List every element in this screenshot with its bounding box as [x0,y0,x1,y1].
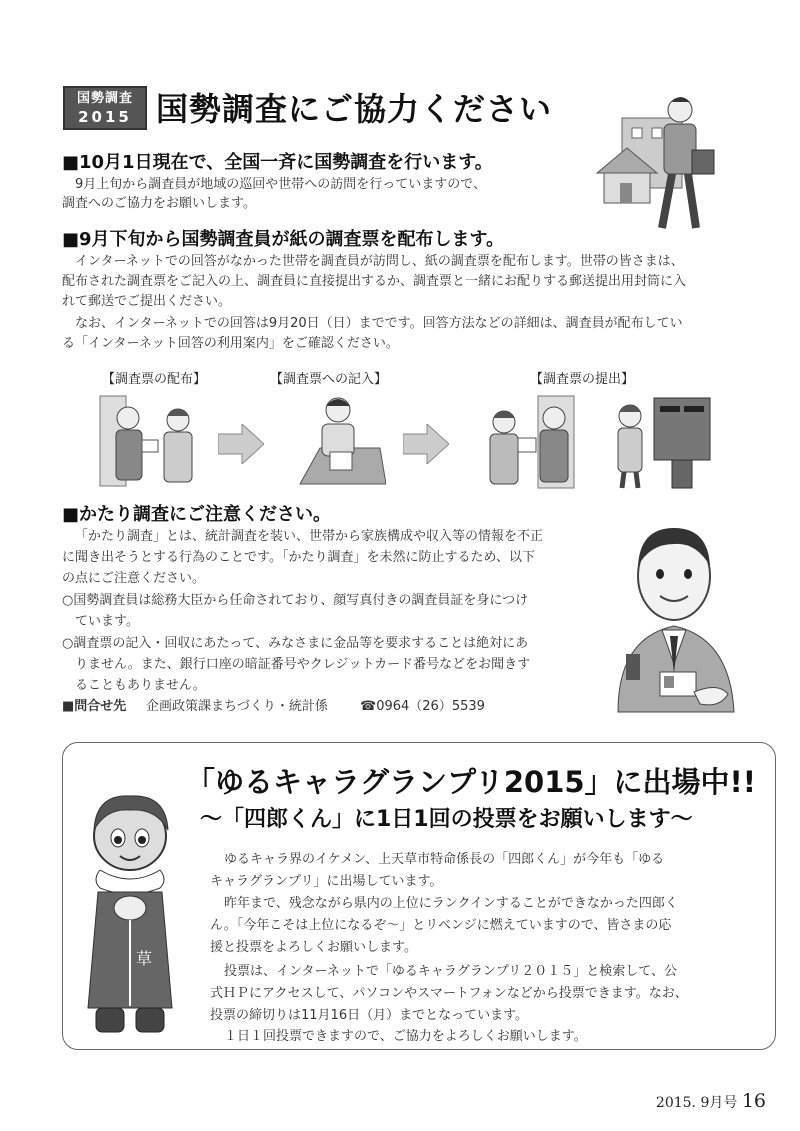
section3-heading: ■かたり調査にご注意ください。 [62,504,332,525]
section2-line-5: る「インターネット回答の利用案内」をご確認ください。 [62,336,399,351]
arrow-1-icon [218,424,264,464]
submit-illustration [482,392,592,492]
box-line-7: 式ＨＰにアクセスして、パソコンやスマートフォンなどから投票できます。なお、 [210,986,688,1001]
shiro-kun-mascot-illustration [82,788,178,1038]
section1-heading: ■10月1日現在で、全国一斉に国勢調査を行います。 [62,152,493,173]
section2-line-4: なお、インターネットでの回答は9月20日（日）までです。回答方法などの詳細は、調査員が配布してい [75,316,683,331]
contact-dept: 企画政策課まちづくり・統計係 [146,699,328,714]
contact-label: ■問合せ先 [62,699,127,714]
section2-line-3: れて郵送でご提出ください。 [62,294,232,309]
section1-line-2: 調査へのご協力をお願いします。 [62,196,256,211]
arrow-2-icon [403,424,449,464]
fill-form-illustration [290,388,386,488]
box-line-4: ん。「今年こそは上位になるぞ～」とリベンジに燃えていますので、皆さまの応 [210,918,672,933]
section3-line-7: りません。また、銀行口座の暗証番号やクレジットカード番号などをお聞きす [75,657,531,672]
box-line-1: ゆるキャラ界のイケメン、上天草市特命係長の「四郎くん」が今年も「ゆる [224,852,665,867]
section3-line-3: の点にご注意ください。 [62,571,206,586]
mailbox-illustration [604,388,714,490]
section3-line-1: 「かたり調査」とは、統計調査を装い、世帯から家族構成や収入等の情報を不正 [75,529,544,544]
section1-line-1: 9月上旬から調査員が地域の巡回や世帯への訪問を行っていますので、 [75,177,487,192]
step-distribute-label: 【調査票の配布】 [102,372,207,387]
box-line-5: 援と投票をよろしくお願いします。 [210,940,417,955]
page-number: 16 [741,1090,766,1112]
box-title: 「ゆるキャラグランプリ2015」に出場中!! [186,765,757,799]
section3-line-5: ています。 [75,614,139,629]
box-line-8: 投票の締切りは11月16日（月）までとなっています。 [210,1008,529,1023]
box-line-3: 昨年まで、残念ながら県内の上位にランクインすることができなかった四郎く [224,896,678,911]
section3-line-4: ○国勢調査員は総務大臣から任命されており、顔写真付きの調査員証を身につけ [62,593,529,608]
box-line-6: 投票は、インターネットで「ゆるキャラグランプリ２０１５」と検索して、公 [224,964,678,979]
contact-phone: ☎0964（26）5539 [360,699,485,714]
surveyor-walking-illustration [592,88,742,238]
page-footer [656,1090,766,1112]
section2-line-2: 配布された調査票をご記入の上、調査員に直接提出するか、調査票と一緒にお配りする郵送提出用封筒に入 [62,274,687,289]
census-logo [63,86,147,130]
box-subtitle: ～「四郎くん」に1日1回の投票をお願いします～ [200,807,693,832]
section2-heading: ■9月下旬から国勢調査員が紙の調査票を配布します。 [62,229,505,250]
surveyor-id-card-illustration [604,514,744,714]
page-title: 国勢調査にご協力ください [156,90,553,128]
section3-line-8: ることもありません。 [75,678,206,693]
logo-line2: 2015 [78,108,132,126]
box-line-2: キャラグランプリ」に出場しています。 [210,874,443,889]
issue-label: 2015. 9月号 [655,1095,738,1111]
step-submit-label: 【調査票の提出】 [530,372,635,387]
logo-line1: 国勢調査 [76,91,133,106]
box-line-9: １日１回投票できますので、ご協力をよろしくお願いします。 [224,1029,587,1044]
step-fill-label: 【調査票への記入】 [270,372,388,387]
distribute-illustration [96,390,208,490]
section2-line-1: インターネットでの回答がなかった世帯を調査員が訪問し、紙の調査票を配布します。世帯の皆さまは、 [75,254,684,269]
mascot-kanji: 草 [136,949,153,968]
section3-line-2: に聞き出そうとする行為のことです。「かたり調査」を未然に防止するため、以下 [62,550,535,565]
section3-line-6: ○調査票の記入・回収にあたって、みなさまに金品等を要求することは絶対にあ [62,636,529,651]
